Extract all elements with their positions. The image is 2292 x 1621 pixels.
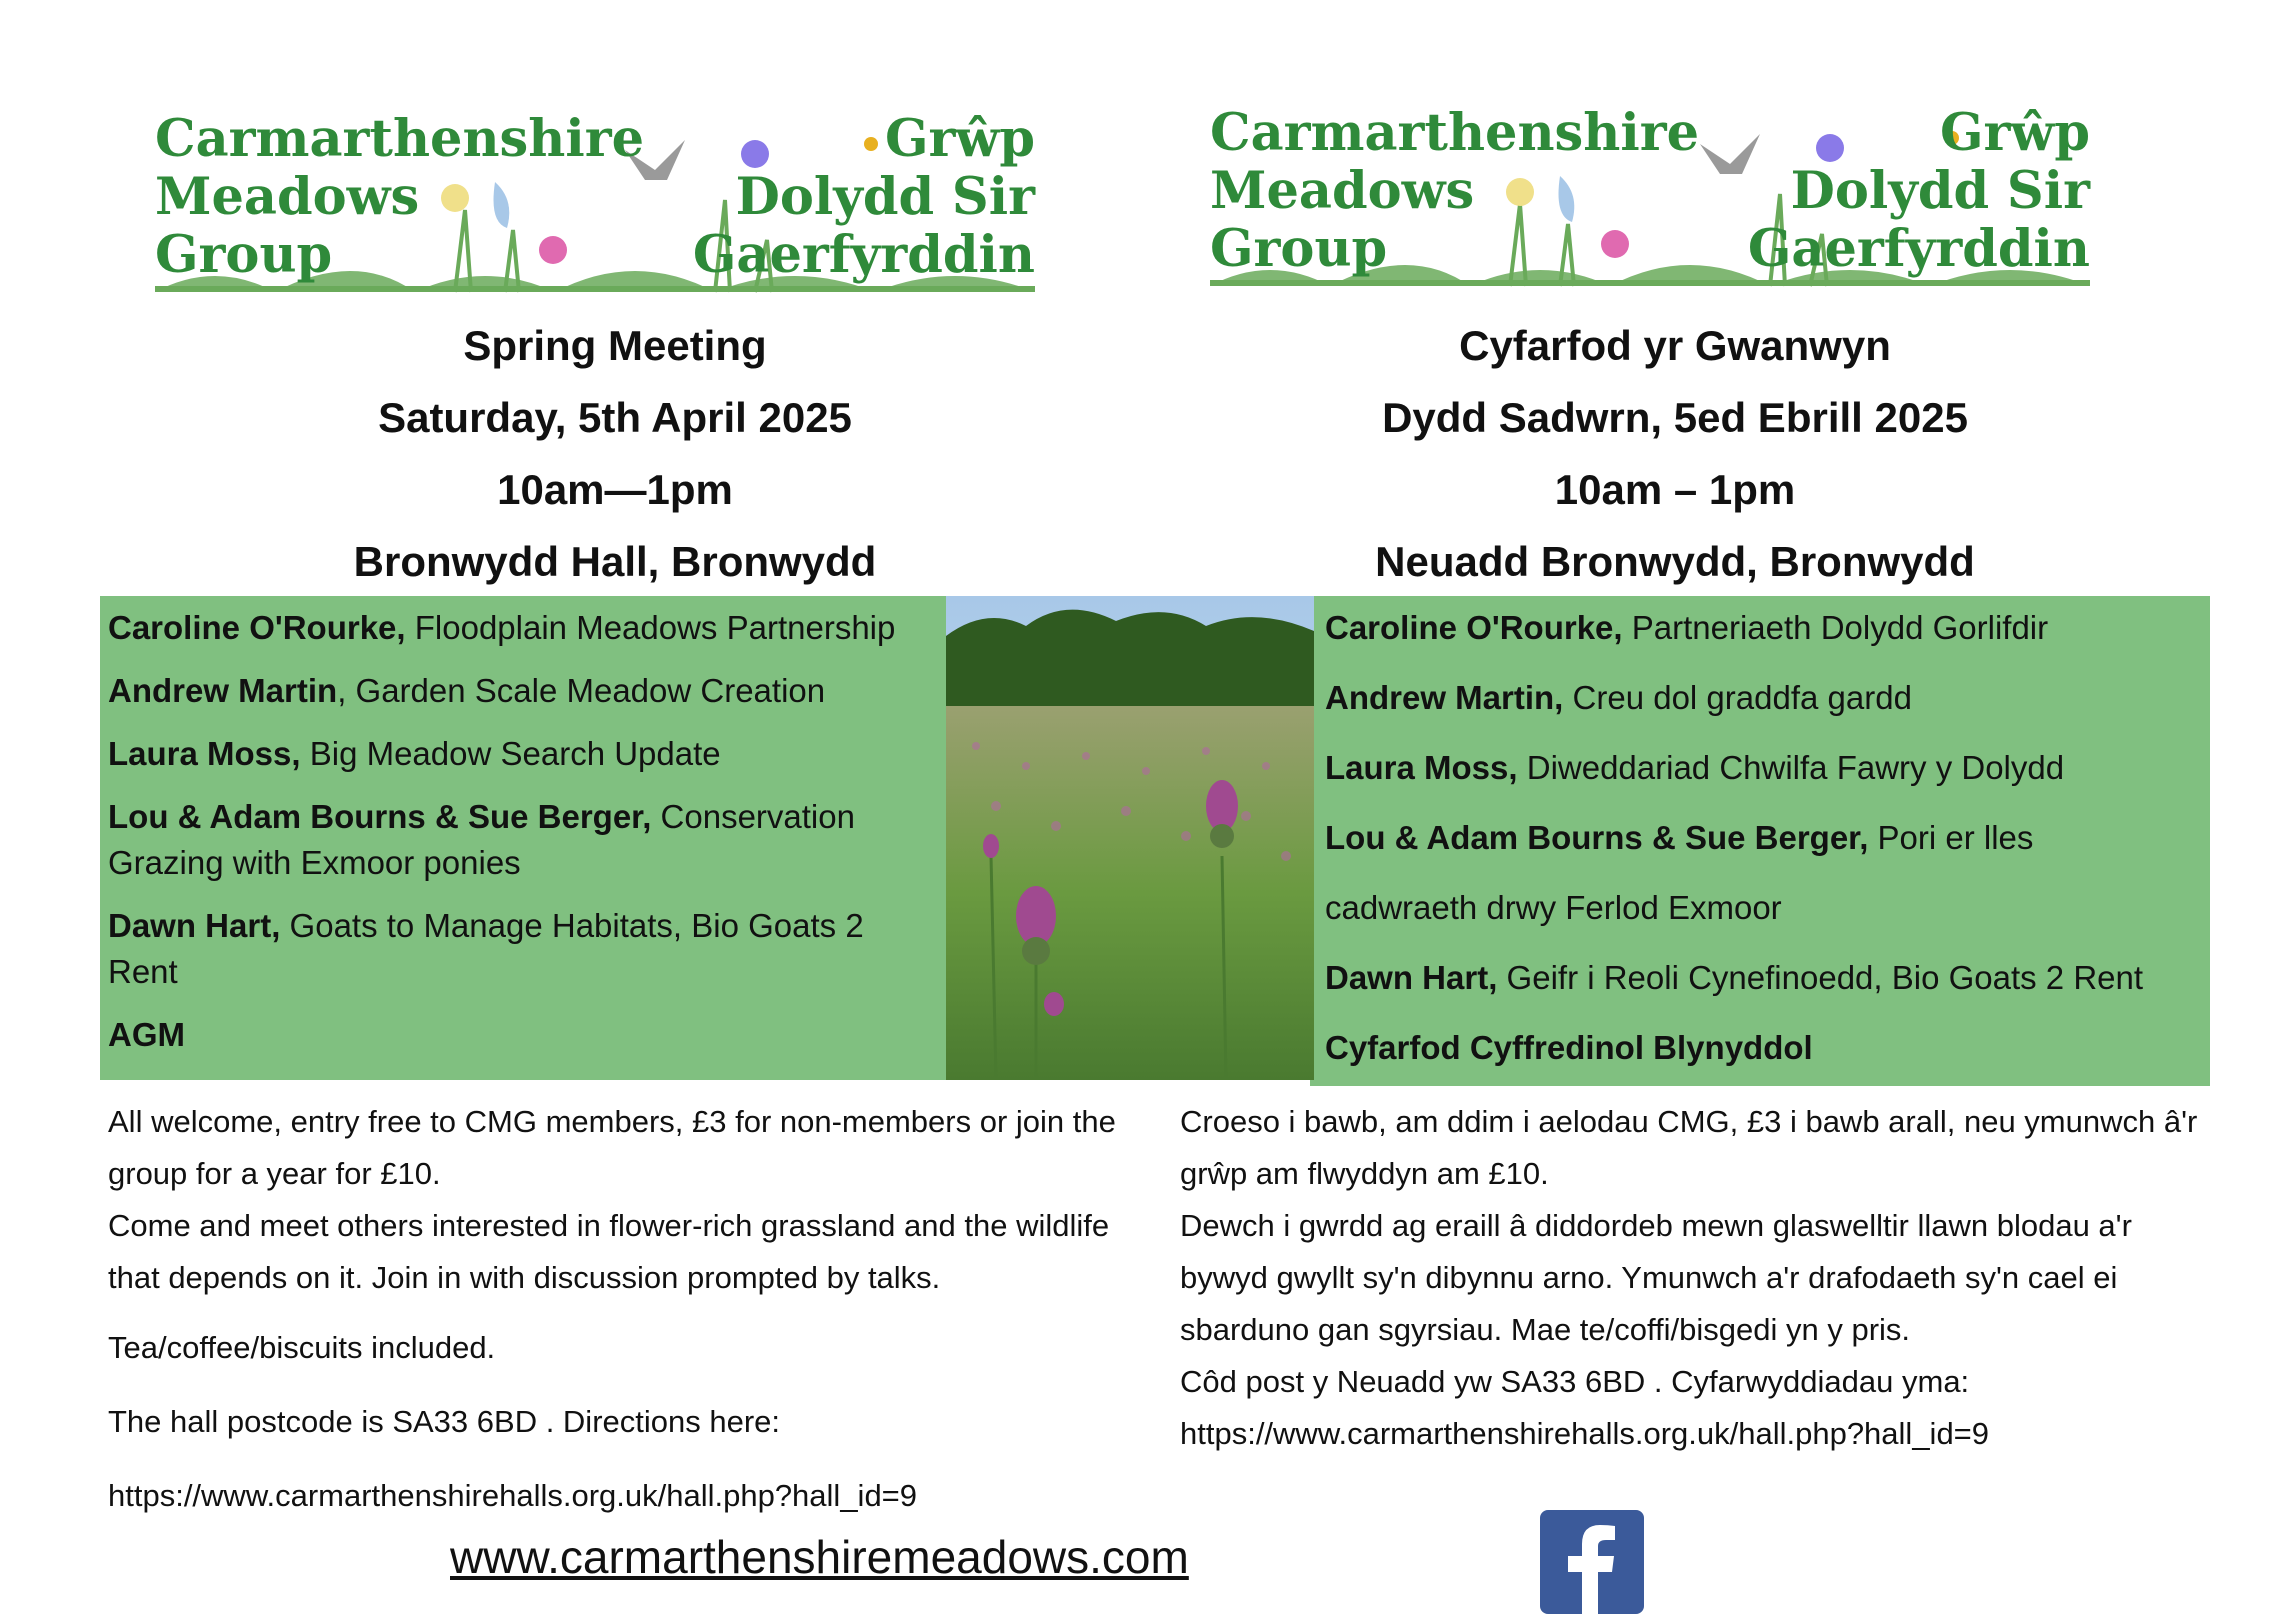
talk-item: [1325, 815, 2205, 861]
talk-topic: Conservation Grazing with Exmoor ponies: [108, 798, 855, 881]
talk-item: [1325, 885, 2205, 931]
meeting-time: 10am—1pm: [497, 466, 733, 513]
info-paragraph: All welcome, entry free to CMG members, £3 for non-members or join the group for a year for £10.: [108, 1104, 1116, 1191]
logo-line: Gaerfyrddin: [692, 225, 1035, 285]
meadow-photo: [946, 596, 1314, 1080]
logo-line: Group: [1210, 219, 1388, 279]
talk-item: [1325, 605, 2205, 651]
talk-topic: Floodplain Meadows Partnership: [405, 609, 896, 646]
talk-item: [1325, 745, 2205, 791]
meeting-title: Spring Meeting: [463, 322, 767, 369]
talk-topic: Diweddariad Chwilfa Fawry y Dolydd: [1517, 749, 2065, 786]
speaker-name: Andrew Martin,: [1325, 679, 1564, 716]
talk-item: [108, 794, 940, 886]
speaker-name: Lou & Adam Bourns & Sue Berger,: [108, 798, 652, 835]
directions-link[interactable]: https://www.carmarthenshirehalls.org.uk/hall.php?hall_id=9: [1180, 1416, 1990, 1451]
speaker-name: Andrew Martin: [108, 672, 338, 709]
website-link[interactable]: www.carmarthenshiremeadows.com: [450, 1531, 1189, 1583]
logo-line: Meadows: [1210, 161, 1475, 221]
talk-topic: Creu dol graddfa gardd: [1563, 679, 1912, 716]
meeting-date: Dydd Sadwrn, 5ed Ebrill 2025: [1382, 394, 1968, 441]
speaker-name: AGM: [108, 1016, 185, 1053]
talk-topic: Goats to Manage Habitats, Bio Goats 2 Rent: [108, 907, 864, 990]
logo-welsh: [1210, 104, 2090, 294]
logo-line: Dolydd Sir: [1790, 161, 2090, 221]
english-heading: [200, 310, 1030, 598]
talk-item: [1325, 675, 2205, 721]
info-paragraph: The hall postcode is SA33 6BD . Directions here:: [108, 1404, 781, 1439]
logo-line: Carmarthenshire: [155, 109, 645, 169]
directions-link[interactable]: https://www.carmarthenshirehalls.org.uk/hall.php?hall_id=9: [108, 1478, 918, 1513]
meeting-date: Saturday, 5th April 2025: [378, 394, 852, 441]
talk-topic: Big Meadow Search Update: [300, 735, 721, 772]
logo-line: Carmarthenshire: [1210, 103, 1700, 163]
speaker-name: Lou & Adam Bourns & Sue Berger,: [1325, 819, 1869, 856]
talk-topic: Pori er lles: [1868, 819, 2034, 856]
speaker-name: Caroline O'Rourke,: [108, 609, 406, 646]
talk-item: [108, 668, 940, 714]
talk-item: [1325, 955, 2205, 1001]
info-paragraph: Croeso i bawb, am ddim i aelodau CMG, £3 i bawb arall, neu ymunwch â'r grŵp am flwyddyn am £10.: [1180, 1104, 2198, 1191]
speaker-name: Dawn Hart,: [1325, 959, 1498, 996]
talk-item: [108, 605, 940, 651]
speaker-name: Dawn Hart,: [108, 907, 281, 944]
talk-item: [108, 731, 940, 777]
facebook-icon[interactable]: [1540, 1510, 1644, 1614]
info-paragraph: Dewch i gwrdd ag eraill â diddordeb mewn glaswelltir llawn blodau a'r bywyd gwyllt sy'n dibynnu arno. Ymunwch a'r drafodaeth sy'n cael ei sbarduno gan sgyrsiau. Mae te/coffi/bisgedi yn y pris.: [1180, 1208, 2132, 1347]
logo-line: Grŵp: [885, 109, 1035, 169]
info-paragraph: Tea/coffee/biscuits included.: [108, 1330, 496, 1365]
logo-line: Gaerfyrddin: [1747, 219, 2090, 279]
logo-line: Grŵp: [1940, 103, 2090, 163]
talk-item: [108, 903, 940, 995]
speaker-name: Cyfarfod Cyffredinol Blynyddol: [1325, 1029, 1813, 1066]
welsh-heading: [1260, 310, 2090, 598]
meeting-title: Cyfarfod yr Gwanwyn: [1459, 322, 1891, 369]
meeting-venue: Bronwydd Hall, Bronwydd: [353, 538, 877, 585]
meeting-venue: Neuadd Bronwydd, Bronwydd: [1375, 538, 1975, 585]
speaker-name: Laura Moss,: [108, 735, 301, 772]
meeting-time: 10am – 1pm: [1554, 466, 1796, 513]
talk-topic: Partneriaeth Dolydd Gorlifdir: [1622, 609, 2049, 646]
info-paragraph: Come and meet others interested in flower-rich grassland and the wildlife that depends on it. Join in with discussion prompted by talks.: [108, 1208, 1110, 1295]
talk-topic: cadwraeth drwy Ferlod Exmoor: [1325, 889, 1782, 926]
info-paragraph: Côd post y Neuadd yw SA33 6BD . Cyfarwyddiadau yma:: [1180, 1364, 1970, 1399]
speaker-name: Laura Moss,: [1325, 749, 1518, 786]
talk-topic: , Garden Scale Meadow Creation: [337, 672, 826, 709]
logo-english: [155, 110, 1035, 300]
speaker-name: Caroline O'Rourke,: [1325, 609, 1623, 646]
logo-line: Meadows: [155, 167, 420, 227]
logo-line: Group: [155, 225, 333, 285]
talk-topic: Geifr i Reoli Cynefinoedd, Bio Goats 2 Rent: [1497, 959, 2144, 996]
talk-item: [108, 1012, 940, 1058]
talk-item: [1325, 1025, 2205, 1071]
logo-line: Dolydd Sir: [735, 167, 1035, 227]
